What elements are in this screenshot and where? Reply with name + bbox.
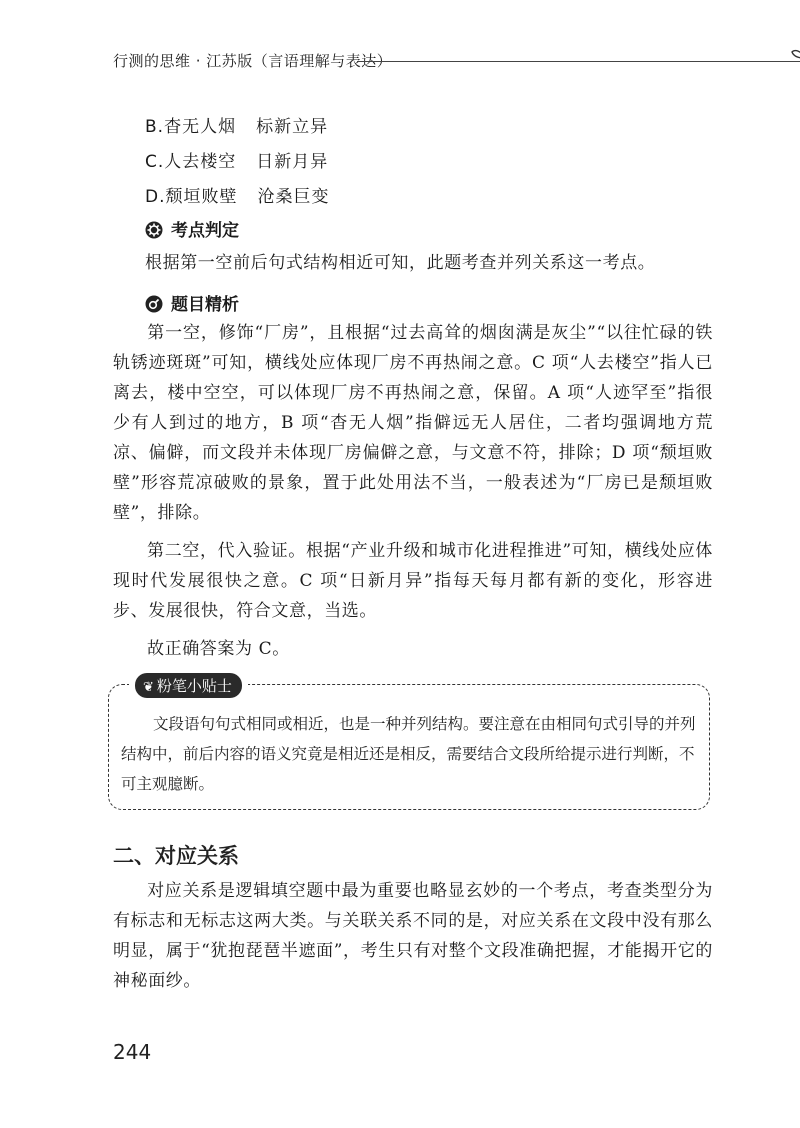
tip-label: [129, 673, 248, 698]
section2-paragraph: [113, 876, 713, 996]
analysis-paragraph-1-text: 第一空，修饰“厂房”，且根据“过去高耸的烟囱满是灰尘”“以往忙碌的铁轨锈迹斑斑”可知，横线处应体现厂房不再热闹之意。C 项“人去楼空”指人已离去，楼中空空，可以体现厂房不再热闹之意，保留。A 项“人迹罕至”指很少有人到过的地方，B 项“杳无人烟”指僻远无人居住，二者均强调地方荒凉、偏僻，而文段并未体现厂房偏僻之意，与文意不符，排除；D 项“颓垣败壁”形容荒凉破败的景象，置于此处用法不当，一般表述为“厂房已是颓垣败壁”，排除。: [113, 323, 713, 523]
option-word-1: 人去楼空: [164, 152, 237, 172]
analysis-paragraph-2: [113, 536, 713, 626]
answer-paragraph: [113, 634, 713, 664]
tip-text: 文段语句句式相同或相近，也是一种并列结构。要注意在由相同句式引导的并列结构中，前后内容的语义究竟是相近还是相反，需要结合文段所给提示进行判断，不可主观臆断。: [121, 715, 696, 793]
option-word-2: 沧桑巨变: [257, 187, 330, 207]
tip-box: [108, 677, 710, 810]
kaodian-heading: [145, 216, 239, 241]
answer-text: 故正确答案为 C。: [147, 639, 290, 659]
page-number: 244: [113, 1040, 152, 1064]
magnifier-icon: [145, 295, 163, 313]
kaodian-text: 根据第一空前后句式结构相近可知，此题考查并列关系这一考点。: [145, 253, 656, 273]
running-header: [113, 46, 713, 74]
gear-icon: [145, 221, 163, 239]
option-letter: B.: [145, 117, 165, 137]
section-heading: 二、对应关系: [113, 844, 239, 868]
option-d: [145, 182, 330, 207]
section2-paragraph-text: 对应关系是逻辑填空题中最为重要也略显玄妙的一个考点，考查类型分为有标志和无标志这两大类。与关联关系不同的是，对应关系在文段中没有那么明显，属于“犹抱琵琶半遮面”，考生只有对整个文段准确把握，才能揭开它的神秘面纱。: [113, 881, 713, 991]
option-letter: D.: [145, 187, 166, 207]
sprout-icon: [789, 46, 800, 72]
option-word-2: 日新月异: [256, 152, 329, 172]
tip-body: [121, 709, 697, 799]
option-word-1: 颓垣败壁: [165, 187, 238, 207]
sprout-icon: ❦: [143, 680, 154, 695]
option-word-1: 杳无人烟: [164, 117, 237, 137]
tip-label-pill: [135, 673, 242, 698]
kaodian-heading-text: 考点判定: [171, 221, 239, 241]
jingxi-heading: [145, 290, 239, 315]
option-b: [145, 112, 328, 137]
analysis-paragraph-2-text: 第二空，代入验证。根据“产业升级和城市化进程推进”可知，横线处应体现时代发展很快之意。C 项“日新月异”指每天每月都有新的变化，形容进步、发展很快，符合文意，当选。: [113, 541, 713, 621]
option-word-2: 标新立异: [256, 117, 329, 137]
header-title: 行测的思维 · 江苏版（言语理解与表达）: [113, 52, 393, 70]
option-letter: C.: [145, 152, 165, 172]
analysis-paragraph-1: [113, 318, 713, 528]
option-c: [145, 147, 328, 172]
jingxi-heading-text: 题目精析: [171, 295, 239, 315]
header-rule: [357, 61, 800, 62]
tip-label-text: 粉笔小贴士: [156, 677, 232, 695]
